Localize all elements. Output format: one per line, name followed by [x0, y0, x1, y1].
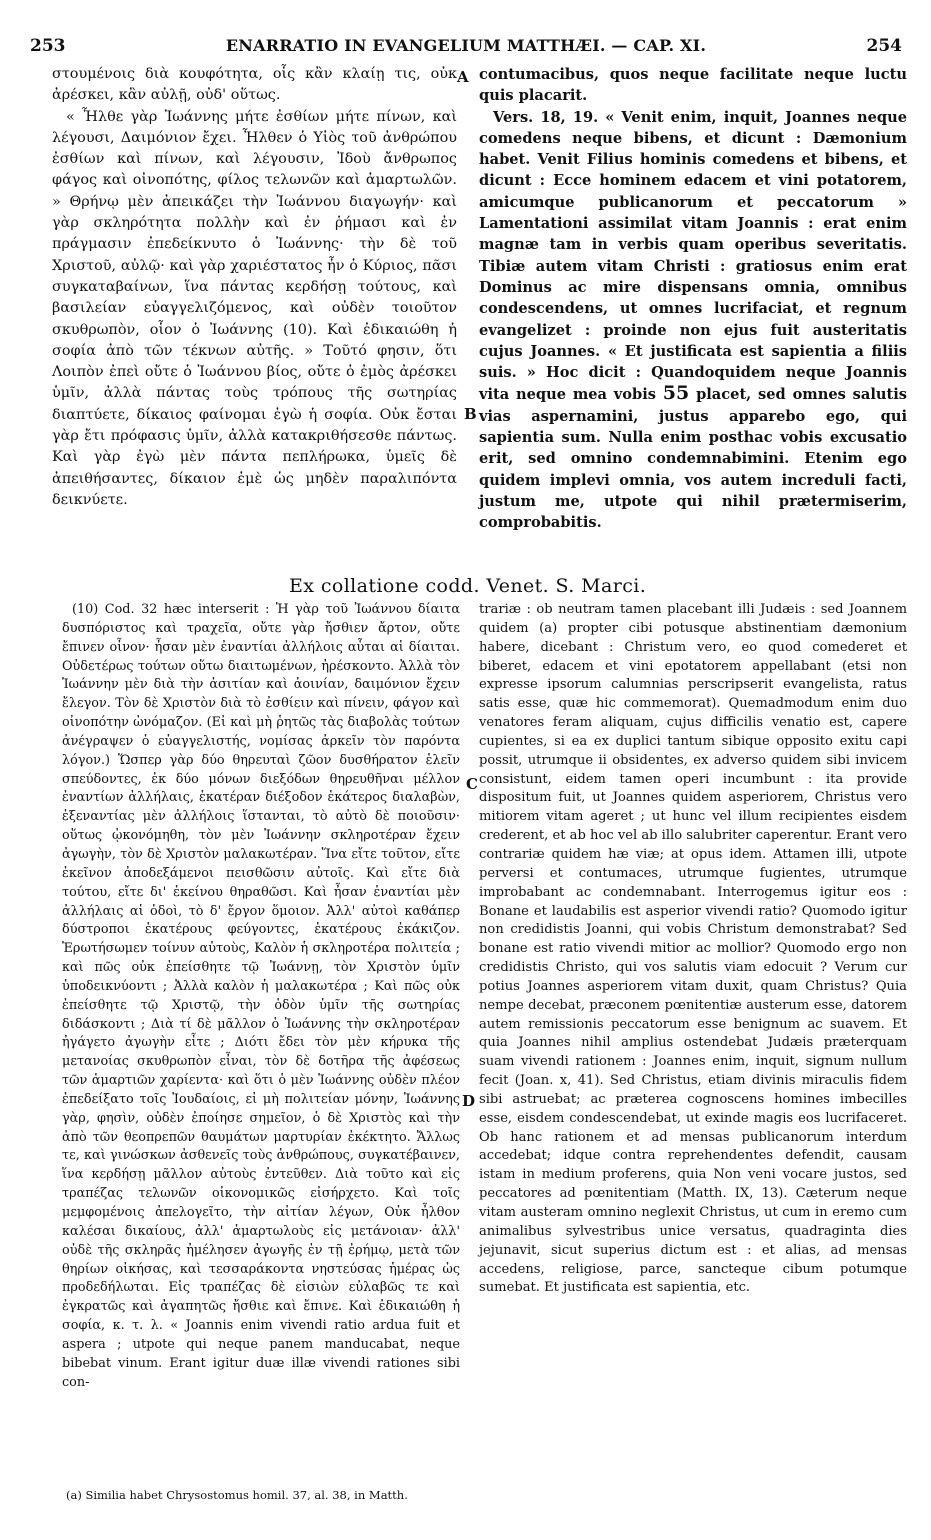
latin-paragraph: [479, 107, 907, 534]
column-number: 55: [662, 382, 690, 405]
column-marker-c: C: [466, 775, 478, 793]
greek-variant-note-column: [62, 601, 460, 1392]
latin-text: placet, sed omnes salutis vias aspernamini, justus apparebo ego, qui sapientia sum. Nulla enim posthac vobis excusatio erit, sed omnino condemnabimini. Etenim ego quidem implevi omnia, vos autem increduli facti, justum me, utpote qui nihil prætermiserim, comprobabitis.: [479, 386, 907, 532]
footnote: (a) Similia habet Chrysostomus homil. 37, al. 38, in Matth.: [66, 1488, 408, 1502]
greek-note-paragraph: (10) Cod. 32 hæc interserit : Ἡ γὰρ τοῦ Ἰωάννου δίαιτα δυσπόριστος καὶ τραχεῖα, οὔτε γὰρ ἤσθιεν ἄρτον, οὔτε ἔπινεν οἶνον· ἦσαν μὲν ἐναντίαι ἀλλήλοις αὗται αἱ δίαιται. Οὐδετέρως τούτων οὕτω διαιτωμένων, ἠρέσκοντο. Ἀλλὰ τὸν Ἰωάννην μὲν διὰ τὴν ἀσιτίαν καὶ ἀοινίαν, δαιμόνιον ἔχειν ἔλεγον. Τὸν δὲ Χριστὸν διὰ τὸ ἐσθίειν καὶ πίνειν, φάγον καὶ οἰνοπότην ὠνόμαζον. (Εἰ καὶ μὴ ῥητῶς τὰς διαβολὰς τούτων ἀνέγραψεν ὁ εὐαγγελιστής, νομίσας ἀρκεῖν τὸν παρόντα λόγον.) Ὥσπερ γὰρ δύο θηρευταὶ ζῶον δυσθήρατον ἑλεῖν σπεύδοντες, ἐκ δύο μόνων διεξόδων θηρευθῆναι μέλλον ἐναντίων ἀλλήλαις, ἑκατέραν διέξοδον ἑκάτερος διαλαβὼν, ἐξεναντίας μὲν ἀλλήλοις ἵστανται, τὸ αὐτὸ δὲ ποιοῦσιν· οὕτως ᾠκονόμηθη, τὸν μὲν Ἰωάννην σκληροτέραν ἔχειν ἀγωγὴν, τὸν δὲ Χριστὸν μαλακωτέραν. Ἵνα εἴτε τοῦτον, εἴτε ἐκεῖνον ἀποδεξάμενοι πεισθῶσιν αὐτοῖς. Καὶ εἴτε διὰ τούτου, εἴτε δι' ἐκείνου θηραθῶσι. Καὶ ἦσαν ἐναντίαι μὲν ἀλλήλαις αἱ ὁδοὶ, τὸ δ' ἔργον ὅμοιον. Ἀλλ' αὐτοὶ καθάπερ δύστροποι ἑκατέρους φεύγοντες, ἑκατέρους ἐκάκιζον. Ἐρωτήσωμεν τοίνυν αὐτοὺς, Καλὸν ἡ σκληροτέρα πολιτεία ; καὶ πῶς οὐκ ἐπείσθητε τῷ Ἰωάννῃ, τὸν Χριστὸν ὑμῖν ὑποδεικνύοντι ; Ἀλλὰ καλὸν ἡ μαλακωτέρα ; Καὶ πῶς οὐκ ἐπείσθητε τῷ Χριστῷ, τὴν ὁδὸν ὑμῖν τῆς σωτηρίας διδάσκοντι ; Διὰ τί δὲ μᾶλλον ὁ Ἰωάννης τὴν σκληροτέραν ἠγάγετο ἀγωγὴν εἶτε ; Διότι ἔδει τὸν μὲν κήρυκα τῆς μετανοίας σκυθρωπὸν εἶναι, τὸν δὲ δοτῆρα τῆς ἀφέσεως τῶν ἁμαρτιῶν χαρίεντα· καὶ ὅτι ὁ μὲν Ἰωάννης οὐδὲν πλέον ἐπεδείξατο τοῖς Ἰουδαίοις, εἰ μὴ πολιτείαν μόνην, Ἰωάννης γὰρ, φησὶν, οὐδὲν ἐποίησε σημεῖον, ὁ δὲ Χριστὸς καὶ τὴν ἀπὸ τῶν θεοπρεπῶν θαυμάτων μαρτυρίαν ἐκέκτητο. Ἄλλως τε, καὶ γινώσκων ἀσθενεῖς τοὺς ἀνθρώπους, συγκατέβαινεν, ἵνα κερδήσῃ μᾶλλον αὐτοὺς ἐντεῦθεν. Διὰ τοῦτο καὶ εἰς τραπέζας τελωνῶν οἰκονομικῶς εἰσήρχετο. Καὶ τοῖς μεμφομένοις ἀπελογεῖτο, τὴν αἰτίαν λέγων, Οὐκ ἦλθον καλέσαι δικαίους, ἀλλ' ἁμαρτωλοὺς εἰς μετάνοιαν· ἀλλ' οὐδὲ τῆς σκληρᾶς ἠμέλησεν ἀγωγῆς ἐν τῇ ἐρήμῳ, μετὰ τῶν θηρίων οἰκήσας, καὶ τεσσαράκοντα νηστεύσας ἡμέρας ὡς προδεδήλωται. Εἰς τραπέζας δὲ εἰσιὼν εὐλαβῶς τε καὶ ἐγκρατῶς καὶ ἀγαπητῶς ἤσθιε καὶ ἔπινε. Καὶ ἐδικαιώθη ἡ σοφία, κ. τ. λ. « Joannis enim vivendi ratio ardua fuit et aspera ; utpote qui neque panem manducabat, neque bibebat vinum. Erant igitur duæ illæ vivendi rationes sibi con-: [62, 602, 460, 1390]
page-number-right: 254: [866, 36, 902, 56]
column-marker-d: D: [462, 1092, 476, 1110]
latin-note-paragraph: trariæ : ob neutram tamen placebant illi Judæis : sed Joannem quidem (a) propter cibi potusque abstinentiam dæmonium habere, dicebant : Christum vero, eo quod comederet et biberet, edacem et vini epotatorem appellabant (etsi non expresse ipsorum calumnias perscripserit evangelista, ratus satis esse, quæ hic commemorat). Quemadmodum enim duo venatores feram aliquam, cujus difficilis venatio est, capere cupientes, si ea ex duplici tantum sibique opposito exitu capi possit, utrumque ii obsidentes, ex adverso quidem sibi invicem consistunt, eidem tamen operi incumbunt : ita provide dispositum fuit, ut Joannes quidem asperiorem, Christus vero mitiorem vitam ageret ; ut hunc vel illum recipientes eisdem crederent, et ab hoc vel ab illo salubriter caperentur. Erant vero contrariæ quidem hæ viæ; at opus idem. Attamen illi, utpote perversi et contumaces, utrumque fugientes, utrumque improbabant ac condemnabant. Interrogemus igitur eos : Bonane et laudabilis est asperior vivendi ratio? Quomodo igitur non credidistis Joanni, qui vobis Christum demonstrabat? Sed bonane est ratio vivendi mitior ac mollior? Quomodo ergo non credidistis Christo, qui vos salutis viam edocuit ? Verum cur potius Joannes asperiorem vitam duxit, quam Christus? Quia nempe decebat, præconem pœnitentiæ austerum esse, datorem autem remissionis peccatorum esse benignum ac suavem. Et quia Joannes nihil amplius ostendebat Judæis præterquam suam vivendi rationem : Joannes enim, inquit, signum nullum fecit (Joan. x, 41). Sed Christus, etiam divinis miraculis fidem sibi astruebat; ac præterea cognoscens homines imbecilles esse, eisdem condescendebat, ut exinde magis eos lucrifaceret. Ob hanc rationem et ad mensas publicanorum interdum accedebat; idque contra reprehendentes defendit, causam istam in medium proferens, quia Non veni vocare justos, sed peccatores ad pœnitentiam (Matth. IX, 13). Cæterum neque vitam austeram omnino neglexit Christus, ut cum in eremo cum animalibus sylvestribus unice versatus, quadraginta dies jejunavit, sicut superius dictum est : et alias, ad mensas accedens, religiose, parce, sancteque cibum potumque sumebat. Et justificata est sapientia, etc.: [479, 602, 908, 1296]
running-title: ENARRATIO IN EVANGELIUM MATTHÆI. — CAP. XI.: [225, 36, 707, 55]
latin-paragraph: contumacibus, quos neque facilitate neque luctu quis placarit.: [479, 66, 907, 105]
latin-variant-note-column: [479, 601, 907, 1298]
greek-paragraph: στουμένοις διὰ κουφότητα, οἷς κἂν κλαίῃ τις, οὐκ ἀρέσκει, κἂν αὐλῇ, οὐδ' οὕτως.: [52, 66, 457, 104]
latin-text: Vers. 18, 19. « Venit enim, inquit, Joannes neque comedens neque bibens, et dicunt : Dæmonium habet. Venit Filius hominis comedens et bibens, et dicunt : Ecce hominem edacem et vini potatorem, amicumque publicanorum et peccatorum » Lamentationi assimilat vitam Joannis : erat enim magnæ tam in verbis quam operibus severitatis. Tibiæ autem vitam Christi : gratiosus enim erat Dominus ac mire dispensans omnia, omnibus condescendens, ut omnes lucrifaciat, et regnum evangelizet : proinde non ejus fuit austeritatis cujus Joannes. « Et justificata est sapientia a filiis suis. » Hoc dicit : Quandoquidem neque Joannis vita neque mea vobis: [479, 108, 907, 404]
column-marker-b: B: [464, 405, 477, 423]
greek-commentary-column: [52, 64, 457, 511]
page-header: [30, 36, 902, 60]
greek-paragraph: « Ἦλθε γὰρ Ἰωάννης μήτε ἐσθίων μήτε πίνων, καὶ λέγουσι, Δαιμόνιον ἔχει. Ἦλθεν ὁ Υἱὸς τοῦ ἀνθρώπου ἐσθίων καὶ πίνων, καὶ λέγουσιν, Ἰδοὺ ἄνθρωπος φάγος καὶ οἰνοπότης, φίλος τελωνῶν καὶ ἁμαρτωλῶν. » Θρήνῳ μὲν ἀπεικάζει τὴν Ἰωάννου διαγωγήν· καὶ γὰρ σκληρότητα πολλὴν καὶ ἐν ῥήμασι καὶ ἐν πράγμασιν ἐπεδείκνυτο ὁ Ἰωάννης· τὴν δὲ τοῦ Χριστοῦ, αὐλῷ· καὶ γὰρ χαριέστατος ἦν ὁ Κύριος, πᾶσι συγκαταβαίνων, ἵνα πάντας κερδήσῃ τούτους, καὶ βασιλείαν εὐαγγελιζόμενος, καὶ οὐδὲν τοιοῦτον σκυθρωπὸν, οἷον ὁ Ἰωάννης (10). Καὶ ἐδικαιώθη ἡ σοφία ἀπὸ τῶν τέκνων αὐτῆς. » Τοῦτό φησιν, ὅτι Λοιπὸν ἐπεὶ οὔτε ὁ Ἰωάννου βίος, οὔτε ὁ ἐμὸς ἀρέσκει ὑμῖν, ἀλλὰ πάντας τοὺς τρόπους τῆς σωτηρίας διαπτύετε, δίκαιος φαίνομαι ἐγὼ ἡ σοφία. Οὐκ ἔσται γὰρ ἔτι πρόφασις ὑμῖν, ἀλλὰ κατακριθήσεσθε πάντως. Καὶ γὰρ ἐγὼ μὲν πάντα πεπλήρωκα, ὑμεῖς δὲ ἀπειθήσαντες, δίκαιον ἐμὲ ὡς μηδὲν παραλιπόντα δεικνύετε.: [52, 108, 457, 508]
section-heading: Ex collatione codd. Venet. S. Marci.: [289, 575, 647, 597]
latin-commentary-column: [479, 64, 907, 534]
page-number-left: 253: [30, 36, 66, 56]
column-marker-a: A: [457, 68, 469, 86]
